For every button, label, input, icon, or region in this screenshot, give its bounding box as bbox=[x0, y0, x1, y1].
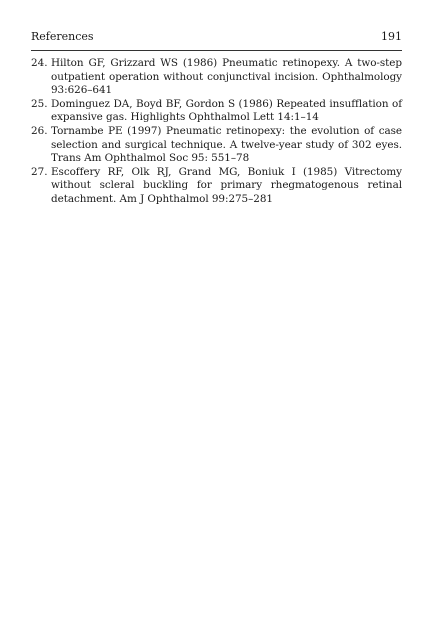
section-title: References bbox=[31, 30, 94, 43]
reference-text: Hilton GF, Grizzard WS (1986) Pneumatic retinopexy. A two-step outpatient operation without conjunctival incision. Ophthalmology 93:626–641 bbox=[51, 57, 402, 97]
reference-item bbox=[31, 166, 402, 207]
reference-item bbox=[31, 57, 402, 98]
header-rule bbox=[31, 50, 402, 51]
reference-item bbox=[31, 125, 402, 166]
reference-text: Escoffery RF, Olk RJ, Grand MG, Boniuk I (1985) Vitrectomy without scleral buckling for primary rhegmatogenous retinal detachment. Am J Ophthalmol 99:275–281 bbox=[51, 165, 402, 205]
reference-number: 26. bbox=[31, 124, 48, 137]
reference-text: Dominguez DA, Boyd BF, Gordon S (1986) Repeated insufflation of expansive gas. Highlights Ophthalmol Lett 14:1–14 bbox=[51, 97, 402, 124]
reference-text: Tornambe PE (1997) Pneumatic retinopexy: the evolution of case selection and surgical technique. A twelve-year study of 302 eyes. Trans Am Ophthalmol Soc 95: 551–78 bbox=[51, 124, 402, 165]
reference-number: 25. bbox=[31, 97, 48, 110]
reference-list bbox=[31, 57, 402, 207]
reference-item bbox=[31, 98, 402, 125]
page-number: 191 bbox=[381, 30, 402, 43]
running-head bbox=[31, 30, 402, 46]
reference-number: 24. bbox=[31, 57, 48, 69]
reference-number: 27. bbox=[31, 165, 48, 178]
